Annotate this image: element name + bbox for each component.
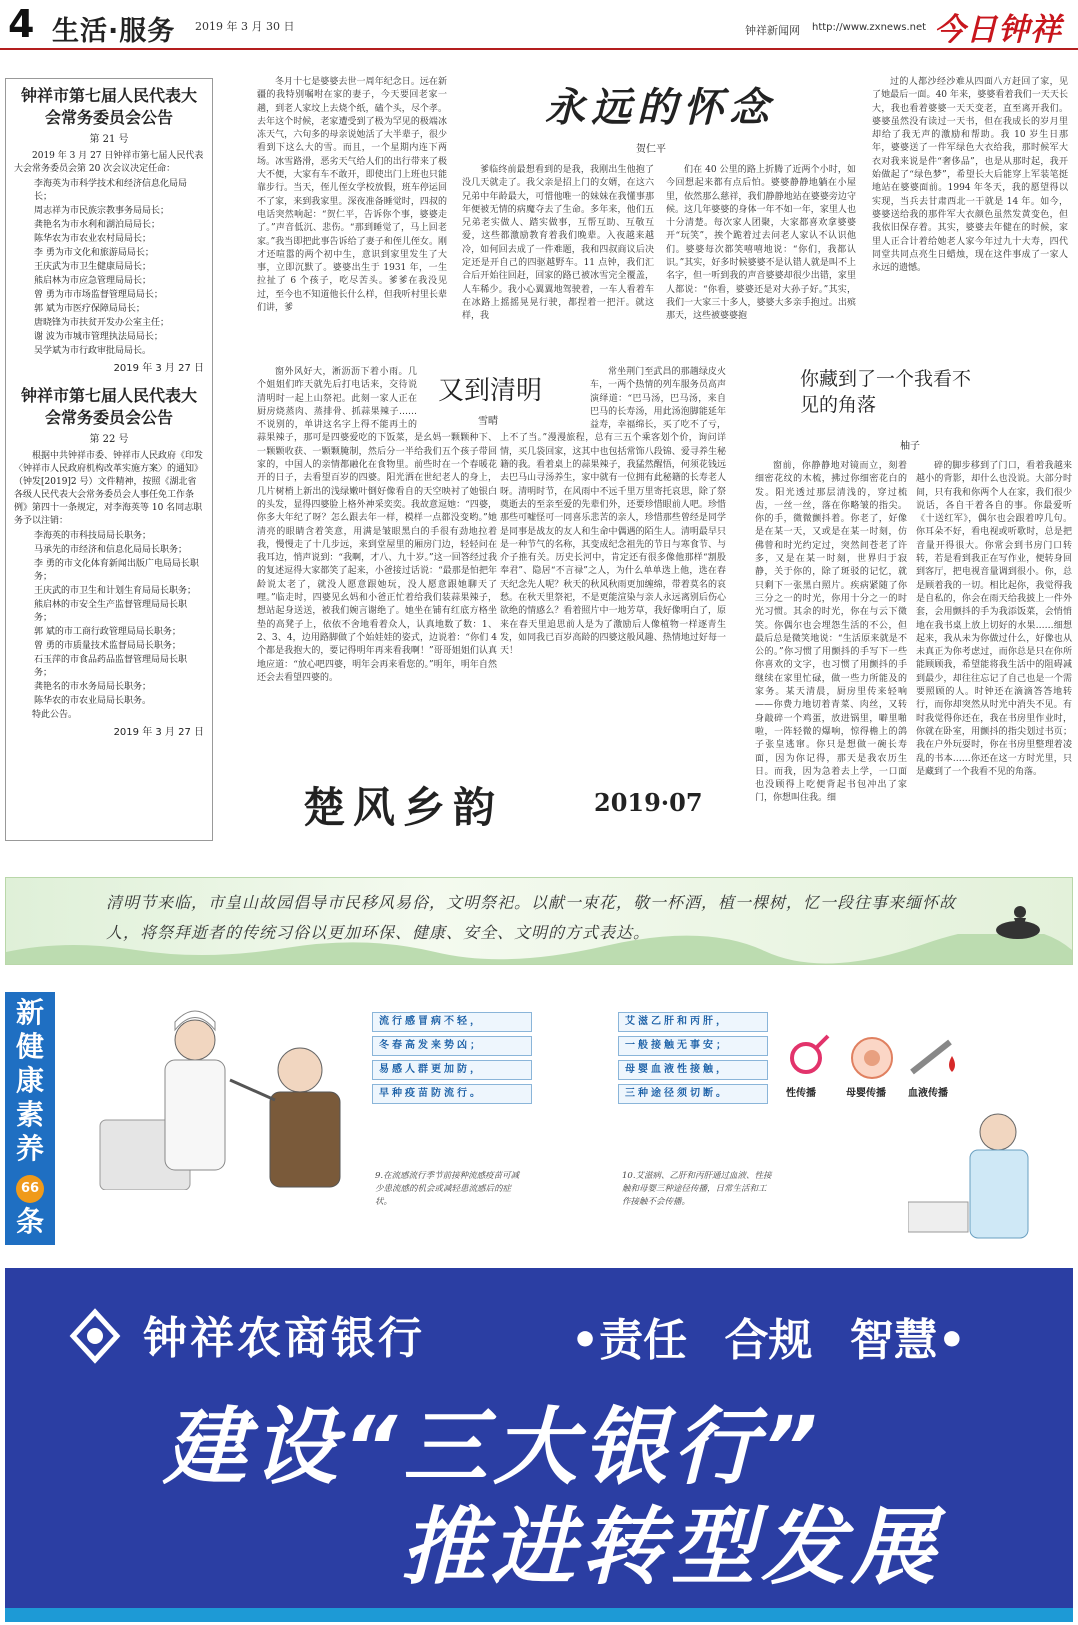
notice1-list: [14, 178, 204, 358]
flu-tip: 易感人群更加防，: [372, 1060, 532, 1080]
article2-author: 雪晴: [478, 416, 498, 427]
notice1-item: 曾 勇为市市场监督管理局局长；: [34, 290, 163, 300]
notice2-list: [14, 530, 204, 708]
notice1-item: 龚艳名为市水利和湖泊局局长；: [34, 220, 161, 230]
article3-col1-text: 窗前，你静静地对镜而立，刻着细密花纹的木梳，拂过你细密花白的发。阳光透过那层清浅的，穿过梳齿，一丝一丝，落在你略皱的指尖。你的手，微微颤抖着。你老了，好像是在某一天，又或是在某一时刻，仿佛曾和时光约定过，突然间苍老了许多，又是在某一时刻，世界归于寂静，关于你的，除了斑驳的记忆，就只剩下一张黑白照片。疾病紧随了你三分之一的时光，你用十分之一的时光习惯。其余的时光，你在与云下微笑。你偶尔也会埋怨生活的不公，但最后总是微笑地说：“生活原来就是不公的。”你习惯了用颤抖的手写下一些你喜欢的文字，也习惯了用颤抖的手继续在家里忙碌，做一些力所能及的家务。某天清晨，厨房里传来轻响——你费力地切着青菜、肉丝，又转身敲碎一个鸡蛋，放进锅里，噼里啪啦，一阵轻微的爆响，惊得檐上的鸽子张皇逃窜。你只是想做一碗长寿面，因为你记得，那天是我农历生日。而我，因为急着去上学，一口面也没顾得上吃便背起书包冲出了家门，你想叫住我。细: [755, 461, 907, 804]
health-panel-hiv: [578, 992, 1058, 1245]
notice2-sign: 2019 年 3 月 27 日: [113, 727, 204, 738]
article1-col1: [257, 76, 447, 334]
notice1-item: 熊启林为市应急管理局局长；: [34, 276, 152, 286]
banner-text: 清明节来临，市皇山故园倡导市民移风易俗，文明祭祀。以献一束花，敬一杯酒，植一棵树，忆一段往事来缅怀故人，将祭拜逝者的传统习俗以更加环保、健康、安全、文明的方式表达。: [106, 893, 957, 942]
notice2-item: 马承先的市经济和信息化局局长职务；: [34, 545, 188, 555]
article1-col1-text: 冬月十七是婆婆去世一周年纪念日。远在新疆的我特别嘱咐在家的妻子，今天要回老家一趟，到老人家坟上去烧个纸，磕个头，尽个孝。去年这个时候，老家遭受到了极为罕见的极端冰冻天气，六旬多的母亲说她活了大半辈子，很少看到下这么大的雪。而且，一个星期内连下两场。冰雪路滑，恶劣天气给人们的出行带来了极大不便，大家有车不敢开，即使出门上班也只能靠步行。当天，侄儿侄女学校放假，班车停运回不了家，来到我家里。深夜准备睡觉时，四叔的电话突然响起：“贺仁平，告诉你个事，婆婆走了。”声音低沉、悲伤。“那到睡觉了，马上回老家。”我当即把此事告诉给了妻子和侄儿侄女。刚才还喧嚣的两个初中生，意识到家里发生了大事，立即沉默了。婆婆出生于 1931 年，一生拉扯了 6 个孩子，吃尽苦头。爹爹在我没见过，至今也不知道他长什么样，但我听村里长辈们讲，爹: [257, 77, 447, 314]
sex-transmission-icon: [778, 1032, 838, 1082]
notice2-closing: 特此公告。: [32, 710, 78, 720]
notice2-item: 陈华农的市农业局局长职务。: [34, 696, 152, 706]
notice2-item: 石玉萍的市食品药品监督管理局局长职务；: [34, 655, 188, 678]
hiv-caption: 10.艾滋病、乙肝和丙肝通过血液、性接触和母婴三种途径传播，日常生活和工作接触不会传播。: [622, 1171, 772, 1207]
transmission-route-label: 母婴传播: [846, 1088, 886, 1099]
article1-col2: [462, 164, 654, 336]
article3-col2: [916, 460, 1072, 840]
article2-col2: [500, 366, 726, 726]
notice2-item: 李海英的市科技局局长职务；: [34, 531, 152, 541]
health-badge: 66: [16, 1175, 44, 1203]
health-tag: [5, 992, 55, 1245]
article3-title: 你藏到了一个我看不见的角落: [800, 368, 972, 416]
article1-title: 永远的怀念: [545, 84, 775, 131]
notice1-item: 王庆武为市卫生健康局局长；: [34, 262, 152, 272]
article1-col3: [666, 164, 856, 336]
doctor-illustration: [908, 1102, 1058, 1242]
bank-advertisement: [5, 1268, 1073, 1622]
notice2-item: 王庆武的市卫生和计划生育局局长职务；: [34, 586, 197, 596]
article2-col1-text: 窗外风好大，淅沥沥下着小雨。几个姐姐们昨天就先后打电话来，交待说清明时一起上山祭祀。此刻一家人正在厨房烧蒸肉、蒸排骨、抓蒜果辣子……不说别的，单讲这名字上得不能再土的蒜果辣子，那可是四婆爱吃的下饭菜，是幺妈一颗颗种下、一颗颗收获、一颗颗腌制，然后分一半给我们五个孩子带回家的，中国人的亲情都融化在食物里。前些时在一个春暖花开的日子，去看望百岁的四婆。阳光洒在世纪老人的身上，几片树梢上新出的浅绿嫩叶倒好像看自的天空映衬了她银白的头发，显得四婆脸上格外神采奕奕。我故意逗她：“四婆，你多大年纪了呀？怎么跟去年一样，模样一点都没变哟。”她清亮的眼睛含着笑意，用满是皱眼黑白的手很有劲地拉着我，慢慢走了十几步远，来到堂屋里的厢房门边，轻轻问在我耳边，悄声说到：“我啊，才八、九十岁。”这一回答经过我的复述逗得大家都笑了起来，小爸接过话说：“最那是怕把年龄说太老了，就没人愿意跟她玩，没人愿意跟她聊天了哩。”临走时，四婆见幺妈和小爸正忙着给我们装蒜果辣子，想站起身送送，被我们婉言谢绝了。她坐在铺有红底方格坐垫的高凳子上，依依不舍地看着众人，认真地数了数：1、2、3、4，边用路脚做了个始娃娃的姿式，边说着：“你们 4 个都是我抱大的，要记得明年再来看我啊！”哥哥姐姐们认真地应道：“放心吧四婆，明年会再来看您的。”明年，明年自然还会去看望四婆的。: [257, 367, 497, 683]
article1-col2-text: 爹临终前最想看到的是我，我刚出生他抱了没几天就走了。我父亲是招上门的女婿，在这六兄弟中年龄最大，可惜他唯一的妹妹在我懂事那年便被无情的病魔夺去了生命。多年来，他们五兄弟老实做人、踏实做事，互帮互助、互敬互爱，这些都激励教育着我们晚辈。入夜越来越冷，如何回去成了一件难题，我和四叔商议后决定还是开自己的四驱越野车。11 点钟，我们汇合后开始往回赶，回家的路已被冰雪完全覆盖，人车稀少。我小心翼翼地驾驶着，一车人看着车在冰路上摇摇晃晃行驶，都捏着一把汗。就这样，我: [462, 165, 654, 322]
flu-caption: 9.在流感流行季节前接种流感疫苗可减少患流感的机会或减轻患流感后的症状。: [375, 1171, 520, 1207]
section-title: 生活·服务: [52, 16, 176, 47]
notice1-item: 吴学斌为市行政审批局局长。: [34, 346, 152, 356]
transmission-route-label: 性传播: [786, 1088, 816, 1099]
notice2-number: 第 22 号: [89, 434, 129, 445]
article1-col4: [872, 76, 1068, 336]
column-logo-date: 2019·07: [594, 788, 703, 817]
ad-headline-2: 推进转型发展: [401, 1498, 942, 1596]
notice1-item: 郭 斌为市医疗保障局局长；: [34, 304, 145, 314]
hiv-tip: 一般接触无事安；: [618, 1036, 768, 1056]
mother-baby-icon: [842, 1032, 902, 1082]
health-tag-text: 新健康素养: [15, 996, 44, 1165]
health-tag-end: 条: [15, 1205, 44, 1238]
notice2-item: 龚艳名的市水务局局长职务；: [34, 682, 152, 692]
flu-tip: 冬春高发来势凶；: [372, 1036, 532, 1056]
article3-author: 柚子: [900, 441, 920, 452]
transmission-route-label: 血液传播: [908, 1088, 948, 1099]
ad-bottom-bar: [5, 1608, 1073, 1622]
flu-tip: 流行感冒病不轻，: [372, 1012, 532, 1032]
bank-logo-icon: [67, 1308, 123, 1364]
ox-rider-icon: [988, 892, 1048, 946]
notice1-sign: 2019 年 3 月 27 日: [113, 363, 204, 374]
notice2-body: 根据中共钟祥市委、钟祥市人民政府《印发〈钟祥市人民政府机构改革实施方案〉的通知》（钟发[2019]2 号）文件精神，按照《湖北省各级人民代表大会常务委员会人事任免工作条例》第四十一条规定，对李海英等 10 名同志职务予以注销：: [14, 451, 204, 526]
bank-slogan: •责任 合规 智慧•: [571, 1315, 966, 1366]
column-logo-title: 楚风乡韵: [303, 783, 504, 832]
notice2-title: 钟祥市第七届人民代表大会常务委员会公告: [20, 386, 197, 427]
article3-col2-text: 碎的脚步移到了门口，看着我越来越小的背影，却什么也没说。大部分时间，只有我和你两个人在家，我们很少说话，各自干着各自的事。你最爱听《十送红军》，偶尔也会跟着哼几句。你耳朵不好，看电视或听歌时，总是把音量开得很大。你常会到书房门口转转，若是看到我正在写作业，便转身回到客厅，把电视音量调到很小。你，总是顾着我的一切。相比起你，我觉得我是自私的，你会在雨天给我披上一件外套，会用颤抖的手为我添饭菜，会悄悄地在我书桌上放上切好的水果……细想起来，我从未为你做过什么，好像也从未真正为你考虑过，而你总是只在你所能顾顾我，希望能将我生活中的阻碍减到最少，却往往忘记了自己也是一个需要照顾的人。时钟还在滴滴答答地转行，而你却突然从时光中消失不见。有时我觉得你还在，我在书房里作业时，你就在卧室，用颤抖的指尖划过书页；我在户外玩耍时，你在书房里整理着凌乱的书本……你还在这一方时光里，只是藏到了一个我看不见的角落。: [916, 461, 1072, 777]
notice1-item: 李海英为市科学技术和经济信息化局局长；: [34, 179, 188, 202]
article1-col3-text: 们在 40 公里的路上折腾了近两个小时，如今回想起来都有点后怕。婆婆静静地躺在小屋里，依然那么慈祥，我们静静地站在婆婆旁边守候。这几年婆婆的身体一年不如一年，家里人也十分清楚。每次家人团聚，大家都喜欢拿婆婆开“玩笑”，挨个跪着过去问老人家认不认识他们。婆婆每次都笑嘻嘻地说：“你们，我都认识。”其实，好多时候婆婆不是认错人就是叫不上名字，但一听到我的声音婆婆却很少出错，家里人都说：“你看，婆婆还是对大孙子好。”其实，我们一大家三十多人，婆婆大多亲手抱过。出殡那天，这些被婆婆抱: [666, 165, 856, 322]
flu-tips: [372, 1012, 532, 1108]
notice2-item: 郭 斌的市工商行政管理局局长职务；: [34, 627, 181, 637]
article2-col2-text: 常坐荆门至武昌的那趟绿皮火车，一两个热情的列车服务员高声演绎道：“巴马汤，巴马汤，来自巴马的长寿汤，用此汤泡脚能延年益寿，幸福绵长，买了吃不了亏，上不了当。”漫漫旅程，总有三五个乘客划个价，询问详情，买几袋回家，这其中也包括常饰八段锦、爱寻养生秘籍的我。看着桌上的蒜果辣子，我猛然醒悟，何须花钱远去巴马山寻汤养生，家中就有一位拥有此秘籍的长寿老人呀。清明时节，在风雨中不远千里万里寄托哀思，除了祭奠逝去的至亲至爱的先辈们外，还要珍惜眼前人吧。珍惜那些可嘘怪可一同喜乐悲苦的亲人，珍惜那些曾经是同学是同事是战友的友人和生命中偶遇的陌生人。清明最早只是一种节气的名称，其变成纪念祖先的节日与寒食节、与介子推有关。历史长河中，肯定还有很多像他那样“割股奉君”、隐居“不言禄”之人，为什么单单选上他，选在春天纪念先人呢？秋天的秋风秋雨更加缠绵，带着莫名的哀愁。在秋天里祭祀，不是更能渲染与亲人永远离别后伤心欲绝的情感么？看着照片中一地芳草，我好像明白了，原来在春天里追思前人是为了激励后人像植物一样逐青生发，如同我已百岁高龄的四婆这般风趣、热情地过好每一天！: [500, 367, 726, 657]
blood-syringe-icon: [904, 1032, 964, 1082]
notice2-item: 李 勇的市文化体育新闻出版广电局局长职务；: [34, 559, 199, 582]
site-url[interactable]: http://www.zxnews.net: [812, 22, 927, 33]
article1-col4-text: 过的人都沙经沙难从四面八方赶回了家，见了她最后一面。40 年来，婆婆看着我们一天天长大，我也看着婆婆一天天变老，直至离开我们。婆婆虽然没有读过一天书，但在我成长的岁月里却给了我无声的激励和帮助。我 10 岁生日那年，婆婆送了一件军绿色大衣给我，那时候军大衣对我来说是件“奢侈品”，也是从那时起，我开始做起了“绿色梦”，希望长大后能穿上军装笔挺地站在婆婆面前。1994 年冬天，我的愿望得以实现，当兵去甘肃西北一干就是 14 年。如今，婆婆送给我的那件军大衣颜色虽然发黄变色，但我依旧保存着。其实，婆婆去年健在的时候，家里人正合计着给她老人家今年过九十大寿，四代同堂共同点亮生日蜡烛，现在这件事成了一家人永远的遗憾。: [872, 77, 1068, 274]
hiv-tip: 艾滋乙肝和丙肝，: [618, 1012, 768, 1032]
article2-col1: [257, 366, 497, 751]
issue-date: 2019 年 3 月 30 日: [195, 20, 295, 33]
flu-tip: 早种疫苗防流行。: [372, 1084, 532, 1104]
notice1-body: 2019 年 3 月 27 日钟祥市第七届人民代表大会常务委员会第 20 次会议决定任命：: [14, 151, 204, 174]
notice1-item: 李 勇为市文化和旅游局局长；: [34, 248, 154, 258]
notice1-item: 唐晓锋为市扶贫开发办公室主任；: [34, 318, 170, 328]
notice1-item: 陈华农为市农业农村局局长；: [34, 234, 152, 244]
vaccination-illustration: [80, 1000, 370, 1190]
site-name: 钟祥新闻网: [745, 24, 800, 37]
ad-headline-1: 建设“三大银行”: [163, 1398, 824, 1496]
article1-author: 贺仁平: [636, 144, 666, 155]
page-header: [0, 0, 1078, 50]
hiv-tip: 三种途径须切断。: [618, 1084, 768, 1104]
notice-box: [5, 78, 213, 841]
bank-name: 钟祥农商银行: [143, 1313, 425, 1364]
health-panel-flu: [60, 992, 540, 1245]
notice1-number: 第 21 号: [89, 134, 129, 145]
notice1-item: 周志祥为市民族宗教事务局局长；: [34, 206, 170, 216]
qingming-banner: [5, 877, 1073, 965]
article2-title: 又到清明: [438, 376, 543, 406]
hiv-tip: 母婴血液性接触，: [618, 1060, 768, 1080]
newspaper-logo: 今日钟祥: [934, 12, 1062, 48]
notice2-item: 曾 勇的市质量技术监督局局长职务；: [34, 641, 181, 651]
hiv-tips: [618, 1012, 768, 1108]
notice2-item: 熊启林的市安全生产监督管理局局长职务；: [34, 600, 188, 623]
page-number: 4: [8, 2, 35, 46]
article3-col1: [755, 460, 907, 840]
notice1-item: 谢 波为市城市管理执法局局长；: [34, 332, 163, 342]
notice1-title: 钟祥市第七届人民代表大会常务委员会公告: [20, 86, 197, 127]
